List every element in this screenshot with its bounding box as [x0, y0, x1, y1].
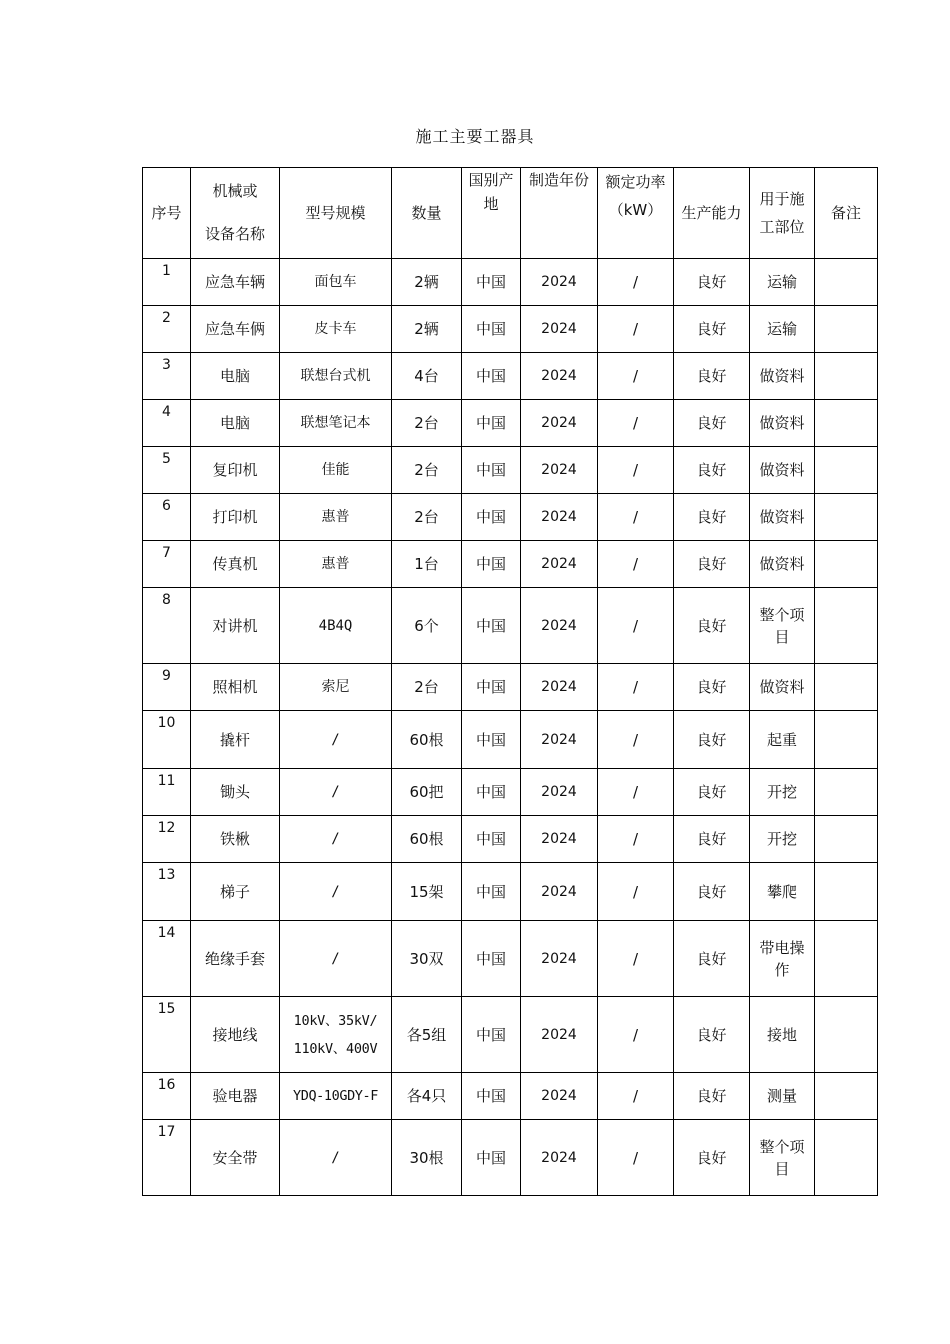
cell-quantity: 2台	[392, 447, 462, 494]
cell-seq: 1	[143, 259, 191, 306]
cell-power: /	[598, 997, 674, 1073]
cell-capacity: 良好	[674, 353, 750, 400]
cell-power: /	[598, 1073, 674, 1120]
cell-power: /	[598, 1120, 674, 1196]
cell-seq: 14	[143, 921, 191, 997]
cell-year: 2024	[521, 1073, 598, 1120]
header-origin-label: 国别产 地	[468, 171, 514, 213]
cell-remark	[815, 259, 878, 306]
cell-seq: 12	[143, 816, 191, 863]
cell-model: 索尼	[280, 664, 392, 711]
cell-quantity: 2台	[392, 400, 462, 447]
cell-model: /	[280, 921, 392, 997]
cell-usage: 做资料	[750, 447, 815, 494]
cell-origin: 中国	[462, 353, 521, 400]
equipment-table	[142, 167, 878, 1196]
cell-origin: 中国	[462, 494, 521, 541]
cell-capacity: 良好	[674, 259, 750, 306]
cell-name: 验电器	[191, 1073, 280, 1120]
cell-year: 2024	[521, 1120, 598, 1196]
page-title: 施工主要工器具	[415, 127, 535, 146]
cell-origin: 中国	[462, 921, 521, 997]
table-row	[143, 306, 878, 353]
header-name	[191, 168, 280, 259]
cell-origin: 中国	[462, 1120, 521, 1196]
cell-remark	[815, 1073, 878, 1120]
cell-usage: 运输	[750, 259, 815, 306]
cell-model: 佳能	[280, 447, 392, 494]
cell-model: /	[280, 1120, 392, 1196]
cell-year: 2024	[521, 921, 598, 997]
cell-power: /	[598, 541, 674, 588]
cell-origin: 中国	[462, 259, 521, 306]
cell-origin: 中国	[462, 306, 521, 353]
cell-capacity: 良好	[674, 588, 750, 664]
cell-seq: 3	[143, 353, 191, 400]
cell-remark	[815, 1120, 878, 1196]
cell-power: /	[598, 921, 674, 997]
table-row	[143, 921, 878, 997]
cell-power: /	[598, 494, 674, 541]
table-row	[143, 400, 878, 447]
cell-capacity: 良好	[674, 711, 750, 769]
cell-usage: 运输	[750, 306, 815, 353]
cell-year: 2024	[521, 664, 598, 711]
cell-origin: 中国	[462, 863, 521, 921]
cell-name: 安全带	[191, 1120, 280, 1196]
cell-year: 2024	[521, 306, 598, 353]
cell-remark	[815, 816, 878, 863]
cell-power: /	[598, 400, 674, 447]
cell-origin: 中国	[462, 711, 521, 769]
cell-quantity: 2辆	[392, 259, 462, 306]
cell-name: 接地线	[191, 997, 280, 1073]
cell-quantity: 各5组	[392, 997, 462, 1073]
cell-remark	[815, 541, 878, 588]
cell-year: 2024	[521, 447, 598, 494]
cell-power: /	[598, 306, 674, 353]
cell-usage: 整个项 目	[750, 1120, 815, 1196]
cell-usage: 开挖	[750, 816, 815, 863]
cell-power: /	[598, 816, 674, 863]
cell-quantity: 各4只	[392, 1073, 462, 1120]
cell-seq: 11	[143, 769, 191, 816]
cell-usage: 开挖	[750, 769, 815, 816]
cell-year: 2024	[521, 400, 598, 447]
cell-power: /	[598, 259, 674, 306]
cell-remark	[815, 588, 878, 664]
cell-seq: 6	[143, 494, 191, 541]
cell-name: 传真机	[191, 541, 280, 588]
cell-remark	[815, 306, 878, 353]
cell-usage: 起重	[750, 711, 815, 769]
cell-seq: 4	[143, 400, 191, 447]
cell-capacity: 良好	[674, 494, 750, 541]
cell-origin: 中国	[462, 541, 521, 588]
cell-remark	[815, 863, 878, 921]
cell-name: 应急车辆	[191, 259, 280, 306]
cell-capacity: 良好	[674, 306, 750, 353]
cell-name: 电脑	[191, 400, 280, 447]
cell-usage: 做资料	[750, 494, 815, 541]
cell-usage: 整个项 目	[750, 588, 815, 664]
cell-model: 10kV、35kV/ 110kV、400V	[280, 997, 392, 1073]
header-usage	[750, 168, 815, 259]
cell-remark	[815, 997, 878, 1073]
cell-remark	[815, 711, 878, 769]
header-capacity	[674, 168, 750, 259]
cell-quantity: 60根	[392, 711, 462, 769]
header-quantity	[392, 168, 462, 259]
header-model-label: 型号规模	[305, 204, 366, 222]
cell-model: /	[280, 711, 392, 769]
table-row	[143, 997, 878, 1073]
cell-quantity: 2台	[392, 664, 462, 711]
header-year-label: 制造年份	[528, 171, 589, 189]
cell-quantity: 30双	[392, 921, 462, 997]
cell-power: /	[598, 447, 674, 494]
cell-name: 撬杆	[191, 711, 280, 769]
header-seq	[143, 168, 191, 259]
cell-usage: 做资料	[750, 664, 815, 711]
cell-capacity: 良好	[674, 816, 750, 863]
cell-model: 惠普	[280, 494, 392, 541]
cell-year: 2024	[521, 259, 598, 306]
cell-quantity: 2辆	[392, 306, 462, 353]
table-row	[143, 1073, 878, 1120]
cell-capacity: 良好	[674, 769, 750, 816]
cell-quantity: 30根	[392, 1120, 462, 1196]
cell-year: 2024	[521, 769, 598, 816]
cell-quantity: 15架	[392, 863, 462, 921]
cell-name: 复印机	[191, 447, 280, 494]
table-header-row	[143, 168, 878, 259]
header-remark-label: 备注	[830, 204, 861, 222]
cell-seq: 13	[143, 863, 191, 921]
header-origin	[462, 168, 521, 259]
cell-model: 联想笔记本	[280, 400, 392, 447]
cell-remark	[815, 447, 878, 494]
cell-capacity: 良好	[674, 541, 750, 588]
cell-origin: 中国	[462, 1073, 521, 1120]
cell-power: /	[598, 863, 674, 921]
cell-power: /	[598, 711, 674, 769]
cell-model: /	[280, 863, 392, 921]
cell-name: 打印机	[191, 494, 280, 541]
cell-origin: 中国	[462, 816, 521, 863]
cell-name: 电脑	[191, 353, 280, 400]
table-row	[143, 353, 878, 400]
cell-year: 2024	[521, 711, 598, 769]
cell-seq: 8	[143, 588, 191, 664]
cell-model: 皮卡车	[280, 306, 392, 353]
cell-model: 惠普	[280, 541, 392, 588]
cell-usage: 测量	[750, 1073, 815, 1120]
cell-capacity: 良好	[674, 1120, 750, 1196]
table-row	[143, 447, 878, 494]
header-remark	[815, 168, 878, 259]
cell-year: 2024	[521, 816, 598, 863]
cell-origin: 中国	[462, 769, 521, 816]
cell-quantity: 4台	[392, 353, 462, 400]
cell-usage: 做资料	[750, 541, 815, 588]
cell-year: 2024	[521, 541, 598, 588]
cell-capacity: 良好	[674, 400, 750, 447]
header-usage-label: 用于施 工部位	[759, 190, 805, 236]
cell-seq: 2	[143, 306, 191, 353]
cell-usage: 做资料	[750, 353, 815, 400]
cell-seq: 7	[143, 541, 191, 588]
cell-year: 2024	[521, 997, 598, 1073]
cell-name: 照相机	[191, 664, 280, 711]
cell-usage: 做资料	[750, 400, 815, 447]
header-year	[521, 168, 598, 259]
cell-quantity: 60根	[392, 816, 462, 863]
cell-quantity: 6个	[392, 588, 462, 664]
cell-remark	[815, 400, 878, 447]
cell-usage: 带电操 作	[750, 921, 815, 997]
cell-origin: 中国	[462, 400, 521, 447]
cell-year: 2024	[521, 494, 598, 541]
header-power-label: 额定功率 （kW）	[605, 173, 666, 219]
header-model	[280, 168, 392, 259]
cell-model: 联想台式机	[280, 353, 392, 400]
cell-origin: 中国	[462, 997, 521, 1073]
cell-quantity: 60把	[392, 769, 462, 816]
cell-capacity: 良好	[674, 447, 750, 494]
header-quantity-label: 数量	[411, 204, 442, 222]
cell-model: /	[280, 769, 392, 816]
cell-power: /	[598, 353, 674, 400]
cell-seq: 17	[143, 1120, 191, 1196]
cell-year: 2024	[521, 863, 598, 921]
cell-origin: 中国	[462, 447, 521, 494]
cell-capacity: 良好	[674, 1073, 750, 1120]
table-row	[143, 816, 878, 863]
cell-seq: 5	[143, 447, 191, 494]
table-row	[143, 711, 878, 769]
cell-name: 铁楸	[191, 816, 280, 863]
cell-name: 对讲机	[191, 588, 280, 664]
cell-origin: 中国	[462, 664, 521, 711]
cell-quantity: 1台	[392, 541, 462, 588]
table-row	[143, 1120, 878, 1196]
cell-capacity: 良好	[674, 921, 750, 997]
table-row	[143, 664, 878, 711]
header-seq-label: 序号	[151, 204, 182, 222]
cell-power: /	[598, 588, 674, 664]
table-row	[143, 259, 878, 306]
cell-power: /	[598, 664, 674, 711]
cell-name: 绝缘手套	[191, 921, 280, 997]
cell-model: 面包车	[280, 259, 392, 306]
header-capacity-label: 生产能力	[681, 204, 742, 222]
cell-quantity: 2台	[392, 494, 462, 541]
cell-remark	[815, 664, 878, 711]
cell-model: 4B4Q	[280, 588, 392, 664]
table-row	[143, 494, 878, 541]
header-name-label: 机械或 设备名称	[204, 182, 265, 243]
cell-seq: 16	[143, 1073, 191, 1120]
cell-capacity: 良好	[674, 863, 750, 921]
cell-year: 2024	[521, 353, 598, 400]
header-power	[598, 168, 674, 259]
cell-name: 应急车俩	[191, 306, 280, 353]
cell-power: /	[598, 769, 674, 816]
cell-model: YDQ-10GDY-F	[280, 1073, 392, 1120]
cell-seq: 10	[143, 711, 191, 769]
table-row	[143, 541, 878, 588]
cell-capacity: 良好	[674, 664, 750, 711]
cell-usage: 攀爬	[750, 863, 815, 921]
cell-seq: 15	[143, 997, 191, 1073]
cell-seq: 9	[143, 664, 191, 711]
cell-remark	[815, 769, 878, 816]
cell-remark	[815, 353, 878, 400]
cell-name: 梯子	[191, 863, 280, 921]
cell-capacity: 良好	[674, 997, 750, 1073]
table-row	[143, 588, 878, 664]
cell-origin: 中国	[462, 588, 521, 664]
cell-remark	[815, 921, 878, 997]
table-row	[143, 769, 878, 816]
table-row	[143, 863, 878, 921]
cell-model: /	[280, 816, 392, 863]
cell-remark	[815, 494, 878, 541]
cell-year: 2024	[521, 588, 598, 664]
cell-usage: 接地	[750, 997, 815, 1073]
cell-name: 锄头	[191, 769, 280, 816]
